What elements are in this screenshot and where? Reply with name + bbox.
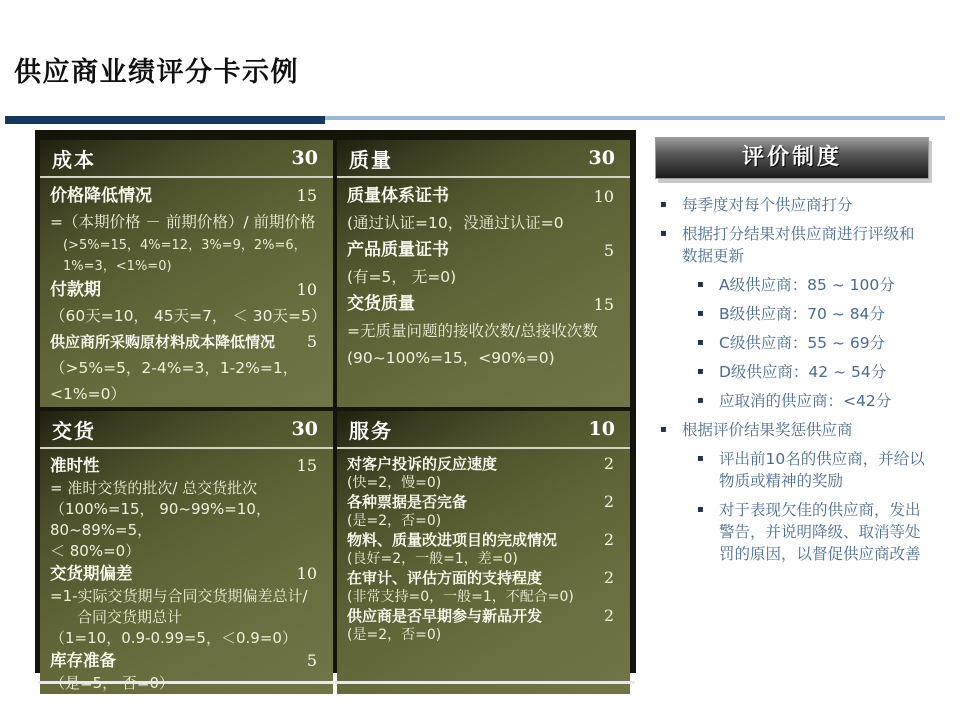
scorecard-row <box>347 183 622 210</box>
criterion-text: 1%=3，<1%=0) <box>63 259 172 274</box>
scorecard-row <box>347 530 622 550</box>
scorecard-row <box>50 541 325 562</box>
criterion-text: (是=2，否=0) <box>347 513 442 529</box>
evaluation-list-item <box>655 223 929 267</box>
scorecard-row <box>50 454 325 478</box>
quadrant-total-score: 30 <box>291 418 318 440</box>
criterion-text: (良好=2，一般=1，差=0) <box>347 551 518 567</box>
evaluation-item-text: 评出前10名的供应商，并给以物质或精神的奖励 <box>719 450 925 490</box>
scorecard-row <box>347 626 622 644</box>
evaluation-panel-title: 评价制度 <box>741 145 842 170</box>
evaluation-list-item <box>655 274 929 296</box>
page-title: 供应商业绩评分卡示例 <box>14 57 299 88</box>
quadrant-title: 成本 <box>52 147 96 172</box>
criterion-text: 质量体系证书 <box>347 186 449 206</box>
criterion-text: (>5%=15，4%=12，3%=9，2%=6， <box>63 238 307 253</box>
scorecard-row <box>347 291 622 318</box>
evaluation-list-item <box>655 499 929 565</box>
evaluation-panel-header <box>655 137 929 179</box>
criterion-text: 在审计、评估方面的支持程度 <box>347 569 543 587</box>
criterion-text: 物料、质量改进项目的完成情况 <box>347 531 558 549</box>
evaluation-item-text: C级供应商：55 ~ 69分 <box>719 334 886 352</box>
title-underline-thin <box>325 116 945 120</box>
criterion-text: (非常支持=0，一般=1，不配合=0) <box>347 589 574 605</box>
evaluation-list-item <box>655 361 929 383</box>
criterion-score: 5 <box>306 651 317 670</box>
quadrant-title: 质量 <box>349 147 393 172</box>
quadrant-total-score: 30 <box>588 147 615 169</box>
criterion-score: 10 <box>593 187 614 206</box>
scorecard-row <box>50 562 325 586</box>
quadrant-header <box>40 411 333 449</box>
bullet-square-icon: ▪ <box>697 337 704 348</box>
criterion-text: ＜ 80%=0） <box>50 542 141 560</box>
scorecard-row <box>50 277 325 303</box>
scorecard-table <box>35 130 636 673</box>
scorecard-row <box>50 235 325 256</box>
criterion-text: =（本期价格 － 前期价格）/ 前期价格 <box>50 213 316 231</box>
criterion-text: 付款期 <box>50 280 101 300</box>
scorecard-row <box>50 209 325 235</box>
criterion-text: (有=5， 无=0) <box>347 268 457 286</box>
bullet-square-icon: ▪ <box>660 424 667 435</box>
scorecard-row <box>50 499 325 541</box>
quadrant-service <box>337 411 630 694</box>
quadrant-body <box>337 178 630 372</box>
evaluation-item-text: 对于表现欠佳的供应商，发出警告，并说明降级、取消等处罚的原因，以督促供应商改善 <box>719 501 921 563</box>
evaluation-list-item <box>655 448 929 492</box>
title-underline-thick <box>5 116 325 124</box>
scorecard-row <box>50 303 325 329</box>
criterion-score: 2 <box>603 530 614 549</box>
evaluation-item-text: 根据评价结果奖惩供应商 <box>682 421 853 439</box>
scorecard-row <box>50 329 325 355</box>
criterion-score: 5 <box>603 241 614 260</box>
criterion-text: (通过认证=10，没通过认证=0 <box>347 214 564 232</box>
criterion-score: 2 <box>603 568 614 587</box>
criterion-text: (快=2，慢=0) <box>347 475 442 491</box>
criterion-text: 合同交货期总计 <box>77 608 183 626</box>
evaluation-list-item <box>655 303 929 325</box>
quadrant-body <box>40 449 333 694</box>
evaluation-list-item <box>655 419 929 441</box>
criterion-text: 价格降低情况 <box>50 186 152 206</box>
criterion-text: 供应商所采购原材料成本降低情况 <box>50 333 276 351</box>
criterion-text: = 准时交货的批次/ 总交货批次 <box>50 479 258 497</box>
quadrant-quality <box>337 140 630 407</box>
evaluation-panel <box>655 137 929 572</box>
evaluation-item-text: B级供应商：70 ~ 84分 <box>719 305 885 323</box>
scorecard-row <box>50 628 325 649</box>
scorecard-row <box>347 512 622 530</box>
bullet-square-icon: ▪ <box>697 395 704 406</box>
criterion-text: （100%=15， 90~99%=10， 80~89%=5， <box>50 500 271 539</box>
evaluation-list-item <box>655 390 929 412</box>
criterion-text: 交货期偏差 <box>50 564 133 583</box>
scorecard-row <box>347 345 622 372</box>
criterion-text: =无质量问题的接收次数/总接收次数 <box>347 322 598 340</box>
criterion-text: （>5%=5，2-4%=3，1-2%=1，<1%=0） <box>50 359 299 403</box>
scorecard-row <box>347 550 622 568</box>
scorecard-row <box>347 210 622 237</box>
criterion-text: 对客户投诉的反应速度 <box>347 455 498 473</box>
quadrant-body <box>40 178 333 407</box>
evaluation-list-item <box>655 194 929 216</box>
scorecard-row <box>347 264 622 291</box>
quadrant-header <box>337 411 630 449</box>
criterion-score: 15 <box>593 295 614 314</box>
bullet-square-icon: ▪ <box>660 228 667 239</box>
scorecard-row <box>50 256 325 277</box>
criterion-text: （60天=10， 45天=7， ＜ 30天=5） <box>50 307 327 325</box>
scorecard-row <box>347 492 622 512</box>
quadrant-total-score: 30 <box>291 147 318 169</box>
bullet-square-icon: ▪ <box>697 308 704 319</box>
quadrant-title: 交货 <box>52 418 96 443</box>
bullet-square-icon: ▪ <box>697 453 704 464</box>
scorecard-row <box>347 568 622 588</box>
bullet-square-icon: ▪ <box>697 366 704 377</box>
quadrant-total-score: 10 <box>588 418 615 440</box>
scorecard-row <box>347 588 622 606</box>
scorecard-row <box>50 183 325 209</box>
scorecard-row <box>347 606 622 626</box>
criterion-text: (90~100%=15，<90%=0) <box>347 349 555 367</box>
quadrant-header <box>337 140 630 178</box>
scorecard-row <box>50 355 325 407</box>
criterion-text: 供应商是否早期参与新品开发 <box>347 607 543 625</box>
scorecard-row <box>347 237 622 264</box>
quadrant-body <box>337 449 630 644</box>
criterion-text: =1-实际交货期与合同交货期偏差总计/ <box>50 587 308 605</box>
criterion-score: 10 <box>296 564 317 583</box>
scorecard-row <box>50 607 325 628</box>
evaluation-item-text: D级供应商：42 ~ 54分 <box>719 363 887 381</box>
evaluation-item-text: 根据打分结果对供应商进行评级和数据更新 <box>682 225 915 265</box>
scorecard-row <box>50 586 325 607</box>
criterion-text: (是=2，否=0) <box>347 627 442 643</box>
criterion-score: 2 <box>603 606 614 625</box>
criterion-score: 2 <box>603 454 614 473</box>
criterion-text: 各种票据是否完备 <box>347 493 468 511</box>
scorecard-row <box>50 649 325 673</box>
evaluation-item-text: A级供应商：85 ~ 100分 <box>719 276 895 294</box>
criterion-score: 15 <box>296 456 317 475</box>
quadrant-title: 服务 <box>349 418 393 443</box>
quadrant-header <box>40 140 333 178</box>
evaluation-bullet-list <box>655 194 929 565</box>
criterion-text: 产品质量证书 <box>347 240 449 260</box>
criterion-score: 10 <box>296 280 317 299</box>
quadrant-cost <box>40 140 333 407</box>
evaluation-item-text: 每季度对每个供应商打分 <box>682 196 853 214</box>
scorecard-row <box>347 474 622 492</box>
criterion-text: 交货质量 <box>347 294 415 314</box>
evaluation-item-text: 应取消的供应商：<42分 <box>719 392 892 410</box>
scorecard-row <box>347 318 622 345</box>
criterion-score: 5 <box>306 332 317 351</box>
quadrant-delivery <box>40 411 333 694</box>
criterion-text: 准时性 <box>50 456 100 475</box>
scorecard-row <box>347 454 622 474</box>
evaluation-list-item <box>655 332 929 354</box>
scorecard-row <box>50 478 325 499</box>
table-shadow-line <box>38 681 635 684</box>
bullet-square-icon: ▪ <box>697 504 704 515</box>
bullet-square-icon: ▪ <box>660 199 667 210</box>
criterion-text: （1=10，0.9-0.99=5，＜0.9=0） <box>50 629 297 647</box>
bullet-square-icon: ▪ <box>697 279 704 290</box>
criterion-text: 库存准备 <box>50 651 116 670</box>
criterion-score: 2 <box>603 492 614 511</box>
criterion-score: 15 <box>296 186 317 205</box>
